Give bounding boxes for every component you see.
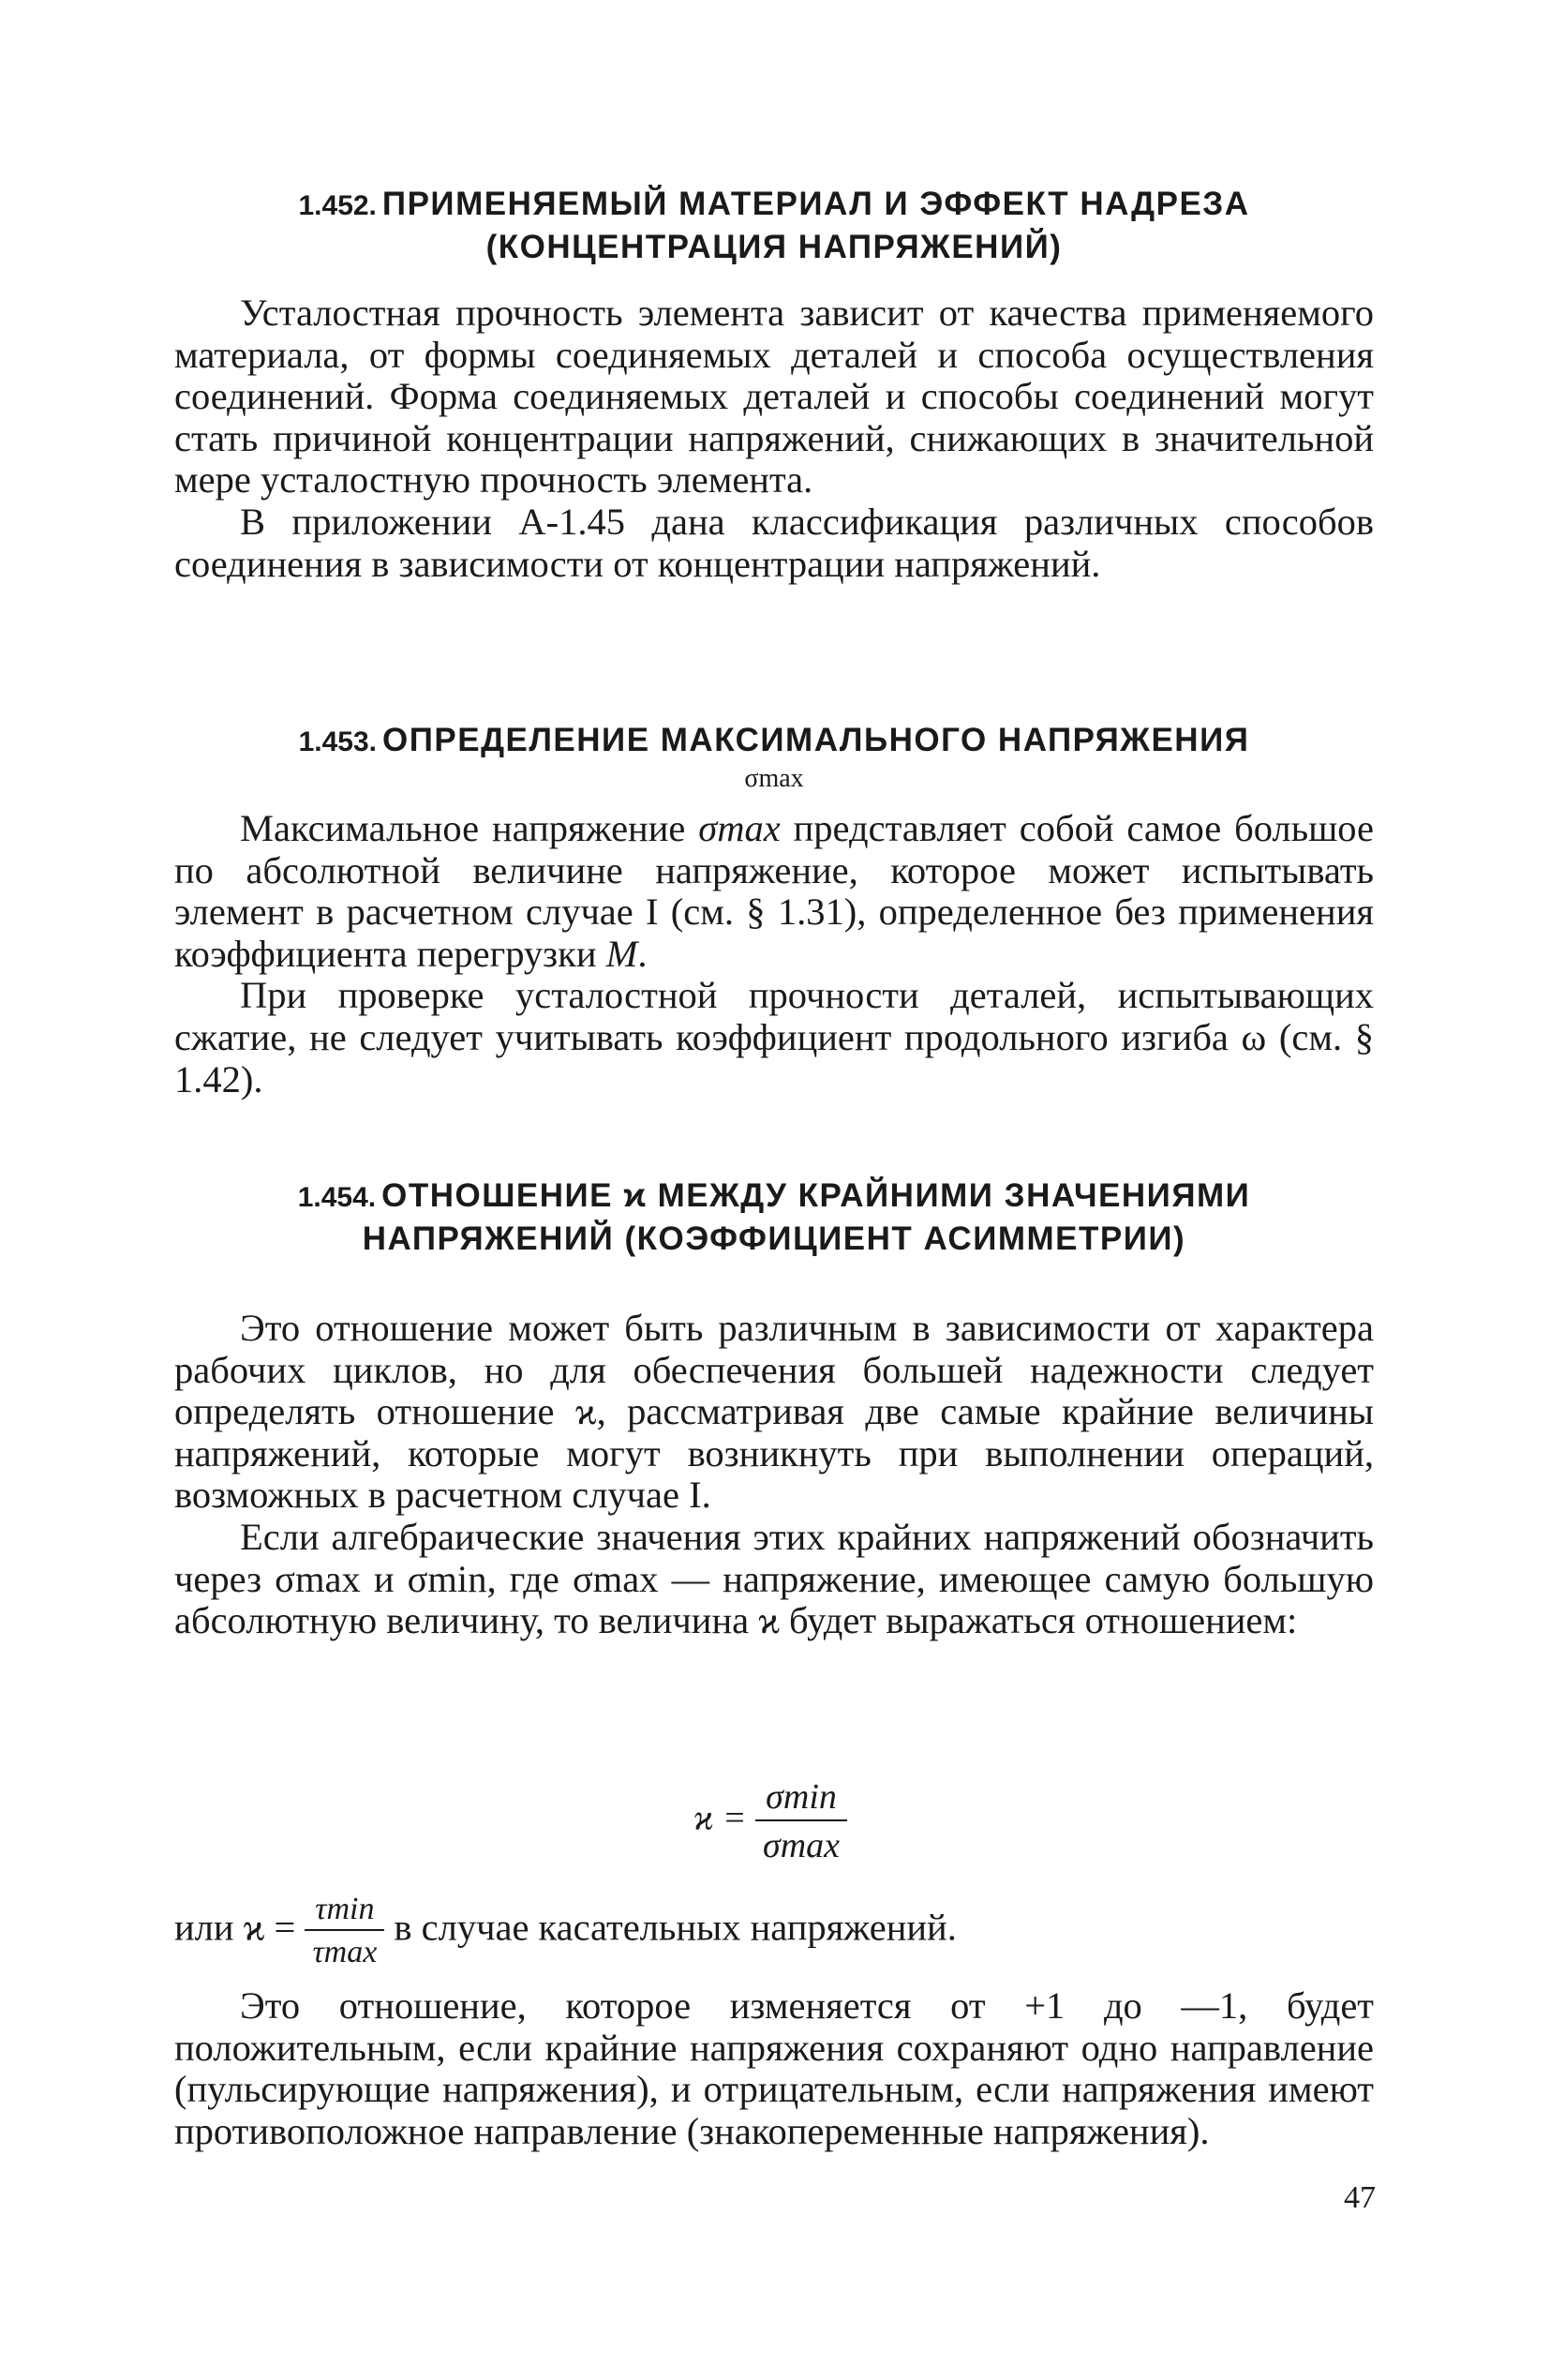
text-run: представляет собой самое большое по абсолютной величине напряжение, которое может испытывать элемент в расчетном случае I (см. § 1.31), определенное без применения коэффициента перегрузки bbox=[174, 807, 1374, 975]
tau-formula-line bbox=[174, 1892, 957, 1970]
section-1452 bbox=[174, 184, 1374, 268]
heading-line: ПРИМЕНЯЕМЫЙ МАТЕРИАЛ И ЭФФЕКТ НАДРЕЗА bbox=[381, 186, 1250, 222]
overload-coefficient-symbol: M bbox=[605, 932, 638, 975]
paragraph bbox=[174, 808, 1374, 975]
formula-suffix: в случае касательных напряжений. bbox=[394, 1906, 957, 1949]
formula-denominator: σmax bbox=[763, 1826, 841, 1865]
heading-line: ОТНОШЕНИЕ ϰ МЕЖДУ КРАЙНИМИ ЗНАЧЕНИЯМИ bbox=[381, 1177, 1251, 1214]
page-number: 47 bbox=[1344, 2180, 1376, 2215]
paragraph: При проверке усталостной прочности деталей, испытывающих сжатие, не следует учитывать коэффициент продольного изгиба ω (см. § 1.42). bbox=[174, 974, 1374, 1100]
section-1454-body bbox=[174, 1308, 1374, 1642]
kappa-formula bbox=[693, 1776, 847, 1866]
text-run: . bbox=[637, 932, 648, 975]
formula-prefix: или ϰ = bbox=[174, 1906, 296, 1949]
heading-line: ОПРЕДЕЛЕНИЕ МАКСИМАЛЬНОГО НАПРЯЖЕНИЯ bbox=[382, 722, 1250, 758]
section-heading-line2: НАПРЯЖЕНИЙ (КОЭФФИЦИЕНТ АСИММЕТРИИ) bbox=[362, 1220, 1186, 1257]
section-1453-body bbox=[174, 808, 1374, 1100]
paragraph: Это отношение может быть различным в зависимости от характера рабочих циклов, но для обеспечения большей надежности следует определять отношение ϰ, рассматривая две самые крайние величины напряжений, которые могут возникнуть при выполнении операций, возможных в расчетном случае I. bbox=[174, 1307, 1374, 1517]
formula-fraction bbox=[305, 1892, 384, 1970]
formula-lhs: ϰ = bbox=[693, 1798, 747, 1838]
section-1453 bbox=[174, 720, 1374, 795]
section-subheading: σmax bbox=[744, 764, 804, 793]
paragraph: В приложении А-1.45 дана классификация различных способов соединения в зависимости от концентрации напряжений. bbox=[174, 500, 1374, 585]
formula-denominator: τmax bbox=[312, 1935, 378, 1969]
section-number: 1.452. bbox=[298, 190, 377, 221]
sigma-max-symbol: σmax bbox=[698, 807, 781, 849]
paragraph: Это отношение, которое изменяется от +1 до —1, будет положительным, если крайние напряжения сохраняют одно направление (пульсирующие напряжения), и отрицательным, если напряжения имеют противоположное направление (знакопеременные напряжения). bbox=[174, 1984, 1374, 2152]
formula-numerator: σmin bbox=[755, 1776, 847, 1821]
formula-fraction bbox=[755, 1776, 847, 1866]
paragraph: Усталостная прочность элемента зависит от качества применяемого материала, от формы соединяемых деталей и способа осуществления соединений. Форма соединяемых деталей и способы соединений могут стать причиной концентрации напряжений, снижающих в значительной мере усталостную прочность элемента. bbox=[174, 292, 1374, 501]
section-heading-line2: (КОНЦЕНТРАЦИЯ НАПРЯЖЕНИЙ) bbox=[485, 229, 1063, 265]
text-run: Максимальное напряжение bbox=[240, 807, 699, 849]
section-heading bbox=[174, 720, 1374, 763]
section-heading bbox=[174, 1175, 1374, 1219]
section-1452-body bbox=[174, 292, 1374, 585]
section-number: 1.453. bbox=[298, 726, 378, 757]
section-heading bbox=[174, 184, 1374, 227]
section-1454 bbox=[174, 1175, 1374, 1260]
section-1454-body-end bbox=[174, 1985, 1374, 2152]
formula-numerator: τmin bbox=[305, 1892, 384, 1931]
section-number: 1.454. bbox=[297, 1182, 377, 1213]
paragraph: Если алгебраические значения этих крайних напряжений обозначить через σmax и σmin, где σmax — напряжение, имеющее самую большую абсолютную величину, то величина ϰ будет выражаться отношением: bbox=[174, 1515, 1374, 1642]
